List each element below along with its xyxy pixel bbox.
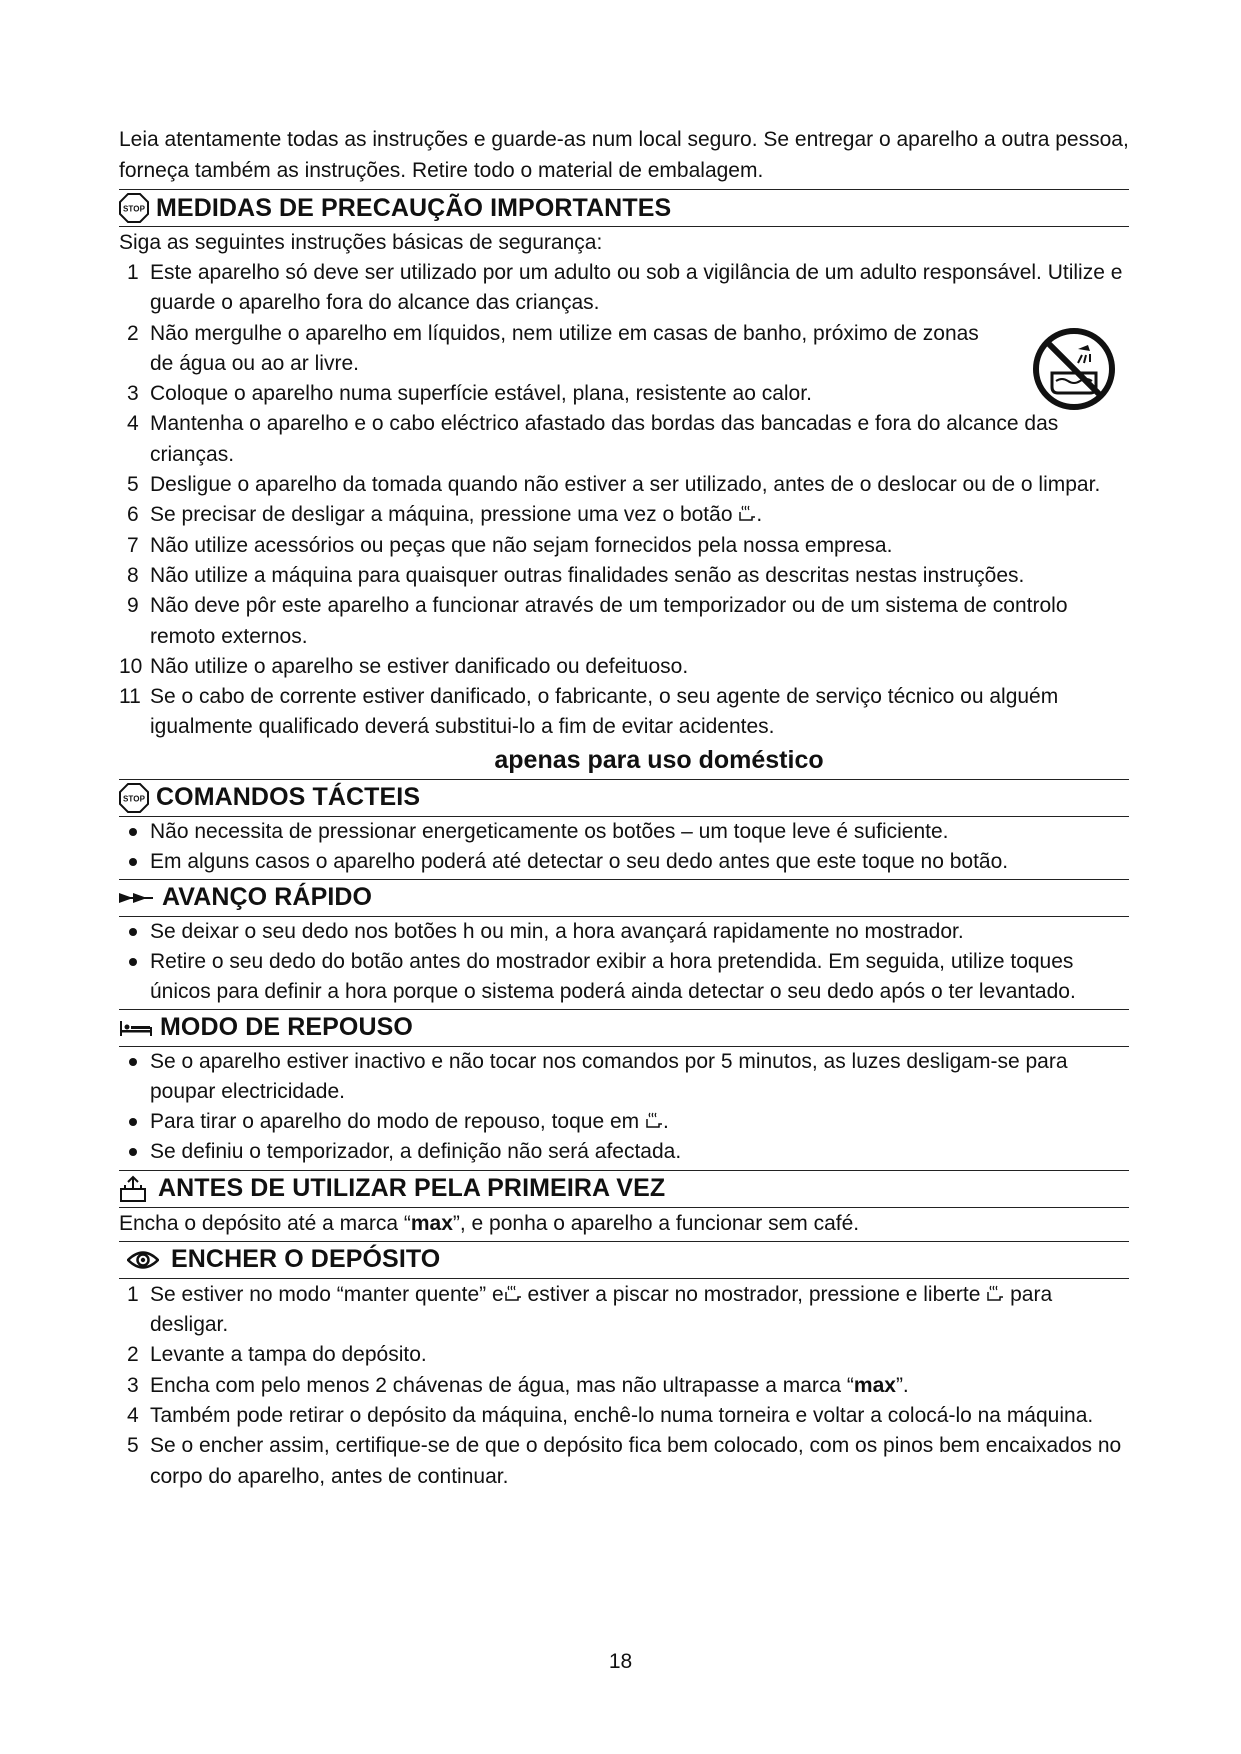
stop-icon bbox=[119, 193, 149, 223]
page-content bbox=[119, 124, 1129, 1492]
steam-button-icon bbox=[738, 503, 756, 523]
list-item: Não necessita de pressionar energeticamente os botões – um toque leve é suficiente. bbox=[119, 817, 1129, 847]
fill-list bbox=[119, 1280, 1129, 1492]
touch-header bbox=[119, 779, 1129, 817]
list-item: 2 Não mergulhe o aparelho em líquidos, nem utilize em casas de banho, próximo de zonas de água ou ao ar livre. bbox=[127, 321, 979, 375]
list-item: Em alguns casos o aparelho poderá até detectar o seu dedo antes que este toque no botão. bbox=[119, 847, 1129, 877]
touch-list bbox=[119, 817, 1129, 877]
page-number: 18 bbox=[608, 1650, 633, 1673]
list-item: 9 Não deve pôr este aparelho a funcionar através de um temporizador ou de um sistema de controlo remoto externos. bbox=[127, 594, 1068, 648]
list-item: 11 Se o cabo de corrente estiver danificado, o fabricante, o seu agente de serviço técnico ou alguém igualmente qualificado deverá substitui-lo a fim de evitar acidentes. bbox=[119, 685, 1059, 739]
list-item: 4 Também pode retirar o depósito da máquina, enchê-lo numa torneira e voltar a colocá-lo na máquina. bbox=[127, 1403, 1094, 1427]
steam-button-icon bbox=[645, 1110, 663, 1130]
no-bath-icon bbox=[1032, 327, 1116, 416]
safety-title: MEDIDAS DE PRECAUÇÃO IMPORTANTES bbox=[156, 193, 672, 222]
safety-lead: Siga as seguintes instruções básicas de segurança: bbox=[119, 231, 603, 254]
safety-header bbox=[119, 189, 1129, 227]
fill-header bbox=[119, 1241, 1129, 1279]
first-use-text: Encha o depósito até a marca “max”, e ponha o aparelho a funcionar sem café. bbox=[119, 1211, 860, 1235]
steam-button-icon bbox=[504, 1283, 522, 1303]
list-item: 10 Não utilize o aparelho se estiver danificado ou defeituoso. bbox=[119, 654, 689, 678]
list-item: Para tirar o aparelho do modo de repouso, toque em . bbox=[119, 1107, 1129, 1137]
sleep-header bbox=[119, 1009, 1129, 1047]
safety-list bbox=[119, 258, 1129, 743]
list-item: 8 Não utilize a máquina para quaisquer outras finalidades senão as descritas nestas instruções. bbox=[127, 563, 1025, 587]
list-item: 5 Se o encher assim, certifique-se de que o depósito fica bem colocado, com os pinos bem encaixados no corpo do aparelho, antes de continuar. bbox=[127, 1434, 1122, 1488]
list-item: 1 Se estiver no modo “manter quente” e estiver a piscar no mostrador, pressione e liberte para desligar. bbox=[127, 1282, 1053, 1337]
list-item: Retire o seu dedo do botão antes do mostrador exibir a hora pretendida. Em seguida, utilize toques únicos para definir a hora porque o sistema poderá ainda detectar o seu dedo após o ter levantado. bbox=[119, 947, 1129, 1007]
domestic-use-note: apenas para uso doméstico bbox=[494, 745, 824, 774]
stop-icon bbox=[119, 783, 149, 813]
touch-title: COMANDOS TÁCTEIS bbox=[156, 783, 421, 812]
first-use-header bbox=[119, 1170, 1129, 1208]
list-item: 4 Mantenha o aparelho e o cabo eléctrico afastado das bordas das bancadas e fora do alcance das crianças. bbox=[127, 412, 1059, 466]
intro-paragraph: Leia atentamente todas as instruções e guarde-as num local seguro. Se entregar o aparelho a outra pessoa, forneça também as instruções. Retire todo o material de embalagem. bbox=[119, 128, 1129, 182]
svg-text:STOP: STOP bbox=[122, 794, 146, 804]
list-item: 3 Coloque o aparelho numa superfície estável, plana, resistente ao calor. bbox=[127, 382, 812, 406]
list-item: Se o aparelho estiver inactivo e não tocar nos comandos por 5 minutos, as luzes desligam-se para poupar electricidade. bbox=[119, 1047, 1129, 1107]
list-item: 3 Encha com pelo menos 2 chávenas de água, mas não ultrapasse a marca “max”. bbox=[127, 1373, 909, 1397]
list-item: 7 Não utilize acessórios ou peças que não sejam fornecidos pela nossa empresa. bbox=[127, 533, 893, 557]
first-use-icon bbox=[119, 1175, 147, 1203]
fast-header bbox=[119, 879, 1129, 917]
eye-icon bbox=[127, 1250, 159, 1270]
fast-forward-icon bbox=[119, 890, 155, 906]
fast-list bbox=[119, 917, 1129, 1007]
sleep-list bbox=[119, 1047, 1129, 1167]
fast-title: AVANÇO RÁPIDO bbox=[162, 883, 373, 912]
list-item: Se deixar o seu dedo nos botões h ou min, a hora avançará rapidamente no mostrador. bbox=[119, 917, 1129, 947]
list-item: 2 Levante a tampa do depósito. bbox=[127, 1343, 427, 1367]
list-item: 6 Se precisar de desligar a máquina, pressione uma vez o botão . bbox=[127, 503, 763, 527]
fill-title: ENCHER O DEPÓSITO bbox=[171, 1245, 441, 1274]
svg-text:STOP: STOP bbox=[122, 204, 146, 214]
list-item: 5 Desligue o aparelho da tomada quando não estiver a ser utilizado, antes de o deslocar ou de o limpar. bbox=[127, 473, 1101, 497]
steam-button-icon bbox=[986, 1283, 1004, 1303]
sleep-title: MODO DE REPOUSO bbox=[160, 1013, 413, 1042]
first-use-title: ANTES DE UTILIZAR PELA PRIMEIRA VEZ bbox=[158, 1174, 666, 1203]
list-item: Se definiu o temporizador, a definição não será afectada. bbox=[119, 1137, 1129, 1167]
list-item: 1 Este aparelho só deve ser utilizado por um adulto ou sob a vigilância de um adulto responsável. Utilize e guarde o aparelho fora do alcance das crianças. bbox=[127, 261, 1123, 315]
bed-icon bbox=[119, 1018, 153, 1038]
